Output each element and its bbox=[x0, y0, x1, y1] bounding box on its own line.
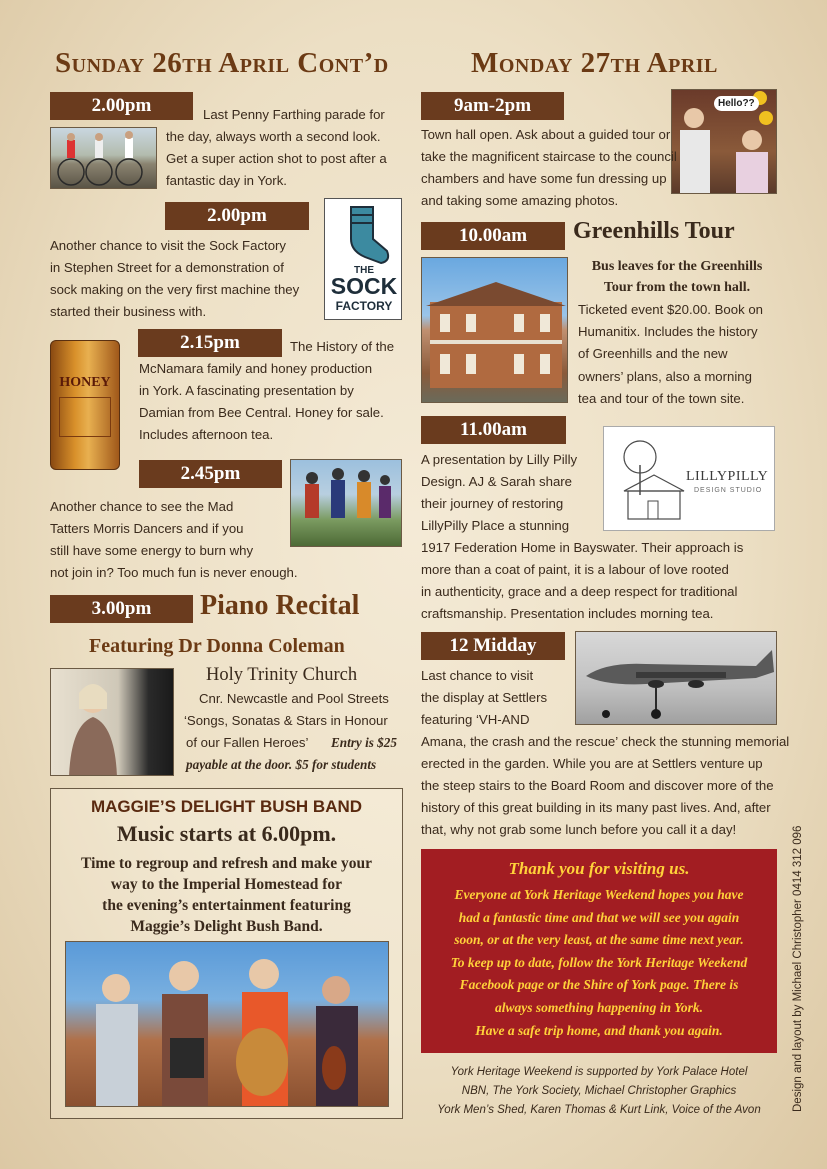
lilly-pilly-sub: DESIGN STUDIO bbox=[694, 487, 763, 494]
sock-icon bbox=[337, 205, 391, 265]
honey-line-3: in York. A fascinating presentation by bbox=[139, 383, 354, 398]
midday-line-8: that, why not grab some lunch before you call it a day! bbox=[421, 822, 737, 837]
time-box-town-hall: 9am-2pm bbox=[421, 92, 564, 120]
sock-logo-sock: SOCK bbox=[330, 273, 398, 299]
thank-you-line-6: always something happening in York. bbox=[495, 1000, 703, 1015]
greenhills-line-5: tea and tour of the town site. bbox=[578, 391, 745, 406]
piano-entry-a: Entry is $25 bbox=[331, 735, 397, 750]
greenhills-title: Greenhills Tour bbox=[573, 218, 735, 244]
bush-band-line-1: Time to regroup and refresh and make your bbox=[81, 855, 372, 872]
thank-you-line-3: soon, or at the very least, at the same time next year. bbox=[454, 932, 744, 947]
sock-line-3: sock making on the very first machine they bbox=[50, 282, 300, 297]
lilly-line-5: 1917 Federation Home in Bayswater. Their approach is bbox=[421, 540, 744, 555]
supporters-line-3: York Men’s Shed, Karen Thomas & Kurt Link, Voice of the Avon bbox=[437, 1104, 761, 1116]
greenhills-bold-1: Bus leaves for the Greenhills bbox=[591, 259, 763, 274]
supporters-line-1: York Heritage Weekend is supported by York Palace Hotel bbox=[450, 1066, 748, 1078]
lilly-line-1: A presentation by Lilly Pilly bbox=[421, 452, 578, 467]
supporters-line-2: NBN, The York Society, Michael Christopher Graphics bbox=[461, 1085, 737, 1097]
lilly-pilly-name: LILLYPILLY bbox=[686, 469, 769, 484]
sock-logo-the: THE bbox=[354, 265, 374, 276]
greenhills-line-3: of Greenhills and the new bbox=[578, 346, 728, 361]
thank-you-line-7: Have a safe trip home, and thank you again. bbox=[475, 1023, 723, 1038]
morris-line-2: Tatters Morris Dancers and if you bbox=[50, 521, 244, 536]
sock-factory-logo bbox=[324, 198, 402, 320]
honey-line-5: Includes afternoon tea. bbox=[139, 427, 274, 442]
time-box-honey: 2.15pm bbox=[138, 329, 282, 357]
design-credit: Design and layout by Michael Christopher 0414 312 096 bbox=[792, 825, 804, 1112]
lilly-line-8: craftsmanship. Presentation includes morning tea. bbox=[421, 606, 714, 621]
honey-line-4: Damian from Bee Central. Honey for sale. bbox=[139, 405, 384, 420]
lilly-line-2: Design. AJ & Sarah share bbox=[421, 474, 573, 489]
honey-tin-panel bbox=[59, 397, 111, 437]
midday-line-5: erected in the garden. While you are at Settlers venture up bbox=[421, 756, 763, 771]
greenhills-building-photo bbox=[421, 257, 568, 403]
time-box-midday: 12 Midday bbox=[421, 632, 565, 660]
donna-coleman-photo bbox=[50, 668, 174, 776]
lilly-line-3: their journey of restoring bbox=[421, 496, 564, 511]
thank-you-line-1: Everyone at York Heritage Weekend hopes you have bbox=[454, 887, 744, 902]
bush-band-title: MAGGIE’S DELIGHT BUSH BAND bbox=[90, 797, 363, 816]
honey-line-1: The History of the bbox=[290, 339, 395, 354]
town-hall-line-1: Town hall open. Ask about a guided tour or bbox=[421, 127, 671, 142]
piano-entry-b: payable at the door. $5 for students bbox=[186, 757, 377, 772]
penny-line-3: Get a super action shot to post after a bbox=[166, 151, 387, 166]
greenhills-line-4: owners’ plans, also a morning bbox=[578, 369, 752, 384]
morris-line-4: not join in? Too much fun is never enough. bbox=[50, 565, 298, 580]
midday-line-1: Last chance to visit bbox=[421, 668, 534, 683]
penny-line-2: the day, always worth a second look. bbox=[166, 129, 381, 144]
bush-band-start: Music starts at 6.00pm. bbox=[116, 821, 337, 846]
morris-dancers-photo bbox=[290, 459, 402, 547]
piano-featuring: Featuring Dr Donna Coleman bbox=[89, 635, 345, 657]
time-box-morris: 2.45pm bbox=[139, 460, 282, 488]
honey-line-2: McNamara family and honey production bbox=[139, 361, 373, 376]
midday-line-2: the display at Settlers bbox=[421, 690, 548, 705]
bush-band-line-2: way to the Imperial Homestead for bbox=[110, 876, 343, 893]
midday-line-3: featuring ‘VH-AND bbox=[421, 712, 530, 727]
left-column-heading: Sunday 26th April Cont’d bbox=[55, 47, 389, 79]
midday-line-6: the steep stairs to the Board Room and discover more of the bbox=[421, 778, 774, 793]
time-box-sock-factory: 2.00pm bbox=[165, 202, 309, 230]
sock-logo-factory: FACTORY bbox=[335, 299, 393, 313]
piano-venue: Holy Trinity Church bbox=[206, 665, 358, 685]
thank-you-line-4: To keep up to date, follow the York Heritage Weekend bbox=[450, 955, 748, 970]
bush-band-photo bbox=[65, 941, 389, 1107]
piano-line-1: Cnr. Newcastle and Pool Streets bbox=[199, 691, 389, 706]
town-hall-line-4: and taking some amazing photos. bbox=[421, 193, 619, 208]
town-hall-line-2: take the magnificent staircase to the council bbox=[421, 149, 677, 164]
sock-line-1: Another chance to visit the Sock Factory bbox=[50, 238, 287, 253]
honey-tin-label: HONEY bbox=[59, 375, 111, 390]
sock-line-2: in Stephen Street for a demonstration of bbox=[50, 260, 284, 275]
right-column-heading: Monday 27th April bbox=[471, 47, 718, 79]
hello-speech-bubble: Hello?? bbox=[714, 96, 759, 111]
midday-line-7: history of this great building in its many past lives. And, after bbox=[421, 800, 771, 815]
penny-line-4: fantastic day in York. bbox=[166, 173, 287, 188]
penny-line-1: Last Penny Farthing parade for bbox=[203, 107, 385, 122]
thank-you-line-2: had a fantastic time and that we will see you again bbox=[458, 910, 740, 925]
midday-line-4: Amana, the crash and the rescue’ check the stunning memorial bbox=[421, 734, 790, 749]
piano-recital-title: Piano Recital bbox=[200, 590, 360, 621]
bush-band-line-3: the evening’s entertainment featuring bbox=[102, 897, 351, 914]
bush-band-line-4: Maggie’s Delight Bush Band. bbox=[130, 918, 323, 935]
lilly-line-6: more than a coat of paint, it is a labour of love rooted bbox=[421, 562, 729, 577]
thank-you-panel bbox=[421, 849, 777, 1053]
piano-line-2: ‘Songs, Sonatas & Stars in Honour bbox=[184, 713, 388, 728]
thank-you-line-5: Facebook page or the Shire of York page. There is bbox=[459, 977, 739, 992]
lilly-pilly-logo bbox=[603, 426, 775, 531]
vh-and-aircraft-photo bbox=[575, 631, 777, 725]
greenhills-line-1: Ticketed event $20.00. Book on bbox=[578, 302, 763, 317]
time-box-penny-farthing: 2.00pm bbox=[50, 92, 193, 120]
dress-up-photo bbox=[671, 89, 777, 194]
time-box-piano: 3.00pm bbox=[50, 595, 193, 623]
time-box-lilly-pilly: 11.00am bbox=[421, 416, 566, 444]
lilly-line-4: LillyPilly Place a stunning bbox=[421, 518, 570, 533]
house-tree-icon bbox=[614, 435, 686, 525]
piano-line-3: of our Fallen Heroes’ bbox=[186, 735, 309, 750]
morris-line-3: still have some energy to burn why bbox=[50, 543, 254, 558]
greenhills-line-2: Humanitix. Includes the history bbox=[578, 324, 758, 339]
honey-tin-photo bbox=[50, 340, 120, 470]
time-box-greenhills: 10.00am bbox=[421, 222, 565, 250]
sock-line-4: started their business with. bbox=[50, 304, 207, 319]
thank-you-title: Thank you for visiting us. bbox=[508, 859, 690, 878]
town-hall-line-3: chambers and have some fun dressing up bbox=[421, 171, 667, 186]
lilly-line-7: in authenticity, grace and a deep respect for traditional bbox=[421, 584, 738, 599]
penny-farthing-photo bbox=[50, 127, 157, 189]
greenhills-bold-2: Tour from the town hall. bbox=[603, 280, 751, 295]
morris-line-1: Another chance to see the Mad bbox=[50, 499, 234, 514]
